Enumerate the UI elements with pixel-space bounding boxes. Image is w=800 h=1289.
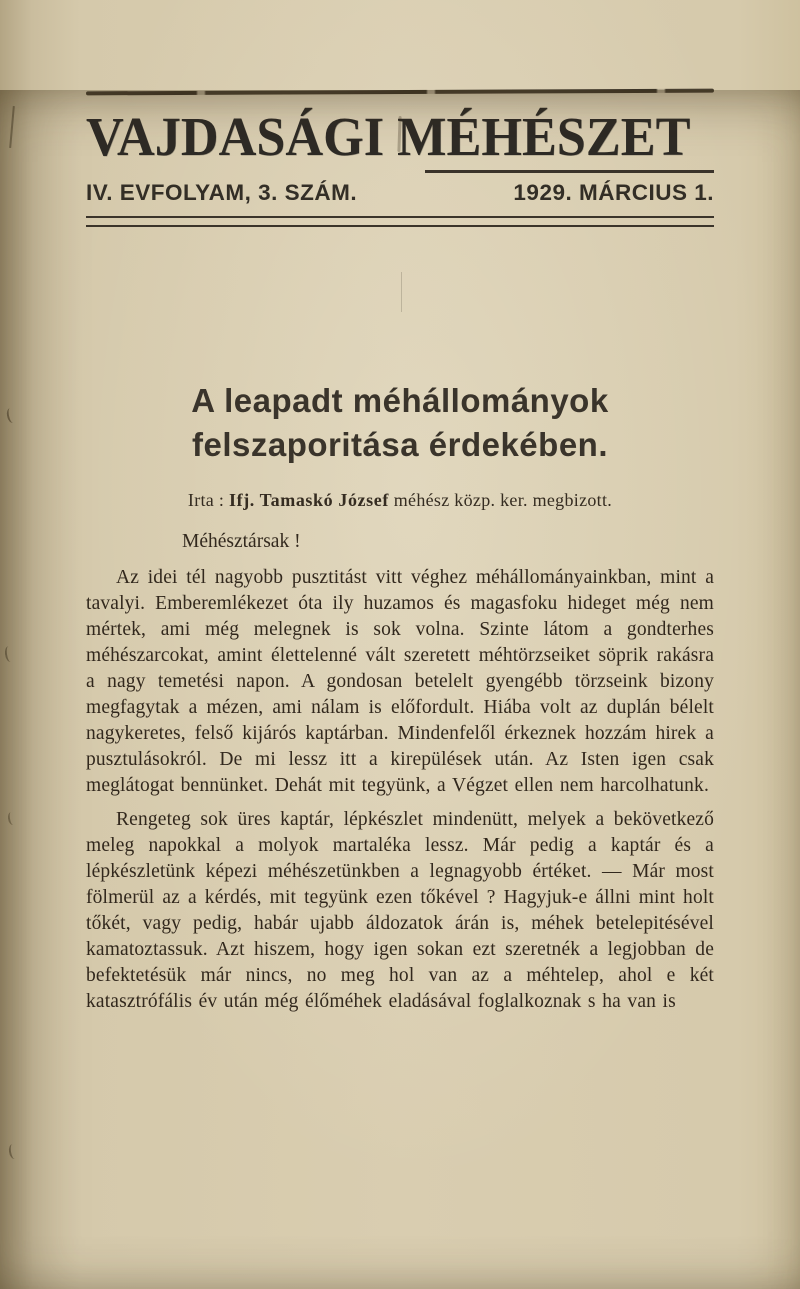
article-title-line1: A leapadt méhállományok [191, 382, 609, 420]
byline-prefix: Irta : [187, 490, 230, 511]
byline-author: Ifj. Tamaskó József [229, 490, 389, 511]
header-divider-rule [86, 216, 714, 227]
byline [86, 490, 714, 511]
paragraph: Rengeteg sok üres kaptár, lépkészlet mindenütt, melyek a bekövetkező meleg napokkal a molyok martaléka lessz. Már pedig a kaptár és a lépkészletünk képezi méhészetünkben a legnagyobb értéket. — Már most fölmerül az a kérdés, mit tegyünk ezen tőkével ? Hagyjuk-e állni mint holt tőkét, vagy pedig, habár ujabb áldozatok árán is, méhek betelepitésével kamatoztassuk. Azt hiszem, hogy igen sokan ezt szeretnék a legjobban de befektetésük már nincs, no meg hol van az a méhtelep, ahol e két katasztrófális év után még élőméhek eladásával foglalkoznak s ha van is [86, 809, 714, 1013]
masthead-underline [425, 170, 714, 174]
byline-suffix: méhész közp. ker. megbizott. [388, 490, 613, 511]
issue-number: IV. EVFOLYAM, 3. SZÁM. [86, 180, 358, 206]
salutation: Méhésztársak ! [182, 531, 301, 553]
page-content [0, 90, 800, 1015]
paragraph: Az idei tél nagyobb pusztitást vitt véghez méhállományainkban, mint a tavalyi. Emberemlékezet óta ily huzamos és magasfoku hideget még nem mértek, ami még melegnek is sok volna. Szinte látom a gondterhes méhészarcokat, amint élettelenné vált szeretett méhtörzseiket söprik rakásra a nagy temetési napon. A gondosan betelelt gyengébb törzseink bizony megfagytak a mézen, ami nálam is előfordult. Hiába volt az duplán bélelt nagykeretes, felső kijárós kaptárban. Mindenfelől érkeznek hozzám hirek a pusztulásokról. De mi lessz itt a kirepülések után. Az Isten igen csak meglátogat bennünket. Dehát mit tegyünk, a Végzet ellen nem harcolhatunk. [86, 567, 714, 797]
header-top-rule [86, 89, 714, 96]
scan-mark [8, 1143, 19, 1159]
article-body [86, 565, 714, 1015]
article-title [86, 379, 714, 466]
masthead-title: VAJDASÁGI MÉHÉSZET [86, 106, 691, 167]
article [86, 379, 714, 1015]
article-title-line2: felszaporitása érdekében. [191, 425, 608, 463]
issue-date: 1929. MÁRCIUS 1. [513, 180, 714, 206]
issue-row [86, 180, 714, 206]
